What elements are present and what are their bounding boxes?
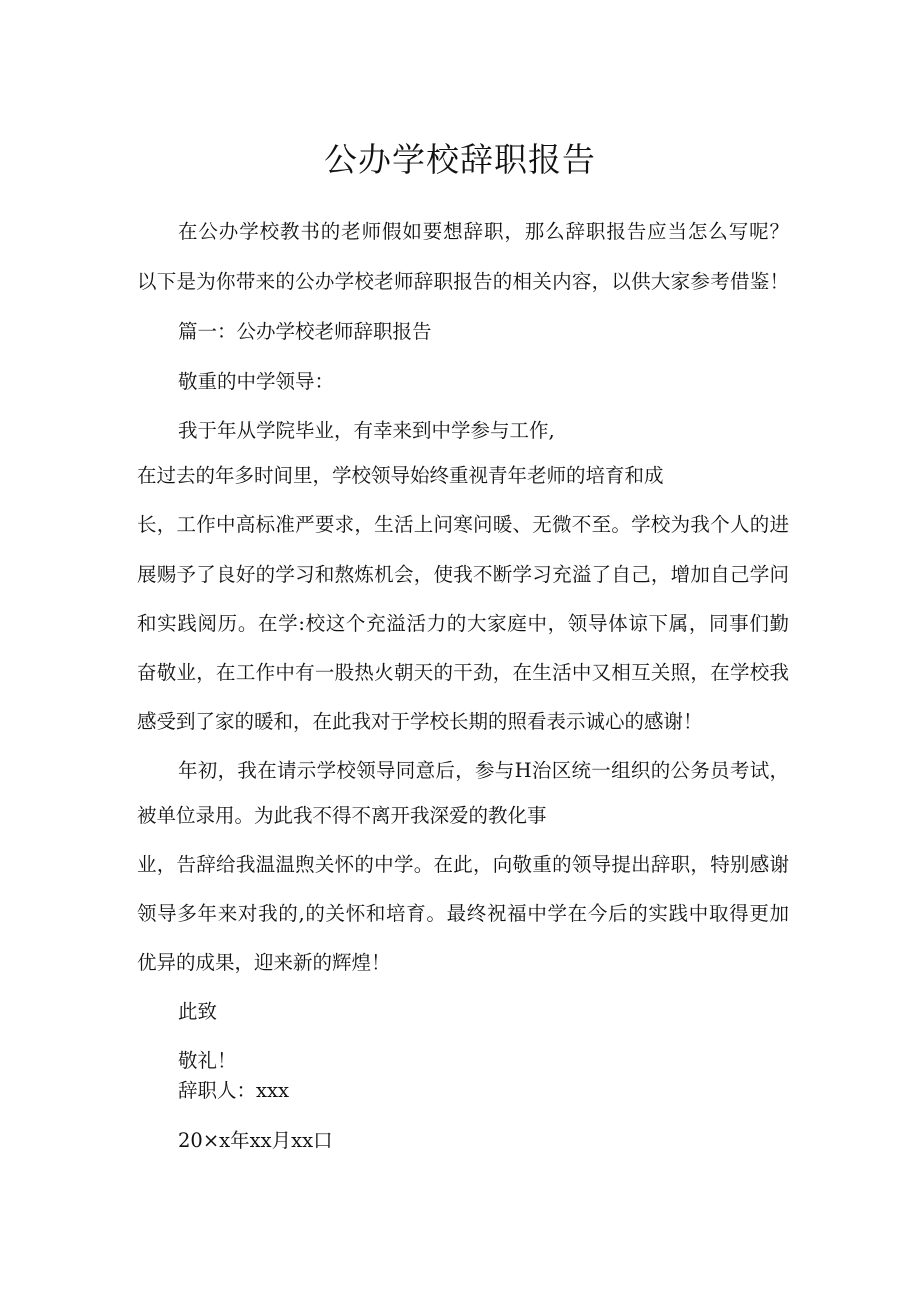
date-line: 20×x年xx月xx口 bbox=[178, 1129, 333, 1152]
body-line-8: 年初，我在请示学校领导同意后，参与H治区统一组织的公务员考试， bbox=[178, 759, 789, 782]
body-line-2: 在过去的年多时间里，学校领导始终重视青年老师的培育和成 bbox=[137, 464, 664, 487]
body-line-9: 被单位录用。为此我不得不离开我深爱的教化事 bbox=[137, 804, 547, 827]
body-line-12: 优异的成果，迎来新的辉煌！ bbox=[137, 951, 391, 974]
body-line-3: 长，工作中高标准严要求，生活上问寒问暖、无微不至。学校为我个人的进 bbox=[137, 513, 789, 536]
closing-ci-zhi: 此致 bbox=[178, 1000, 218, 1023]
intro-line-2: 以下是为你带来的公办学校老师辞职报告的相关内容，以供大家参考借鉴！ bbox=[137, 270, 789, 293]
body-line-1: 我于年从学院毕业，有幸来到中学参与工作, bbox=[178, 419, 555, 442]
body-line-5: 和实践阅历。在学:校这个充溢活力的大家庭中，领导体谅下属，同事们勤 bbox=[137, 612, 789, 635]
body-line-11: 领导多年来对我的,的关怀和培育。最终祝福中学在今后的实践中取得更加 bbox=[137, 902, 789, 925]
resignee-line: 辞职人：xxx bbox=[178, 1079, 289, 1102]
body-line-6: 奋敬业，在工作中有一股热火朝天的干劲，在生活中又相互关照，在学校我 bbox=[137, 661, 789, 684]
body-line-10: 业，告辞给我温温煦关怀的中学。在此，向敬重的领导提出辞职，特别感谢 bbox=[137, 853, 789, 876]
intro-line-1: 在公办学校教书的老师假如要想辞职，那么辞职报告应当怎么写呢？ bbox=[178, 220, 789, 243]
closing-jing-li: 敬礼！ bbox=[178, 1049, 237, 1072]
body-line-7: 感受到了家的暖和，在此我对于学校长期的照看表示诚心的感谢！ bbox=[137, 710, 703, 733]
salutation: 敬重的中学领导： bbox=[178, 370, 335, 393]
document-title: 公办学校辞职报告 bbox=[324, 140, 596, 179]
body-line-4: 展赐予了良好的学习和熬炼机会，使我不断学习充溢了自己，增加自己学问 bbox=[137, 563, 789, 586]
section-heading: 篇一：公办学校老师辞职报告 bbox=[178, 320, 432, 343]
